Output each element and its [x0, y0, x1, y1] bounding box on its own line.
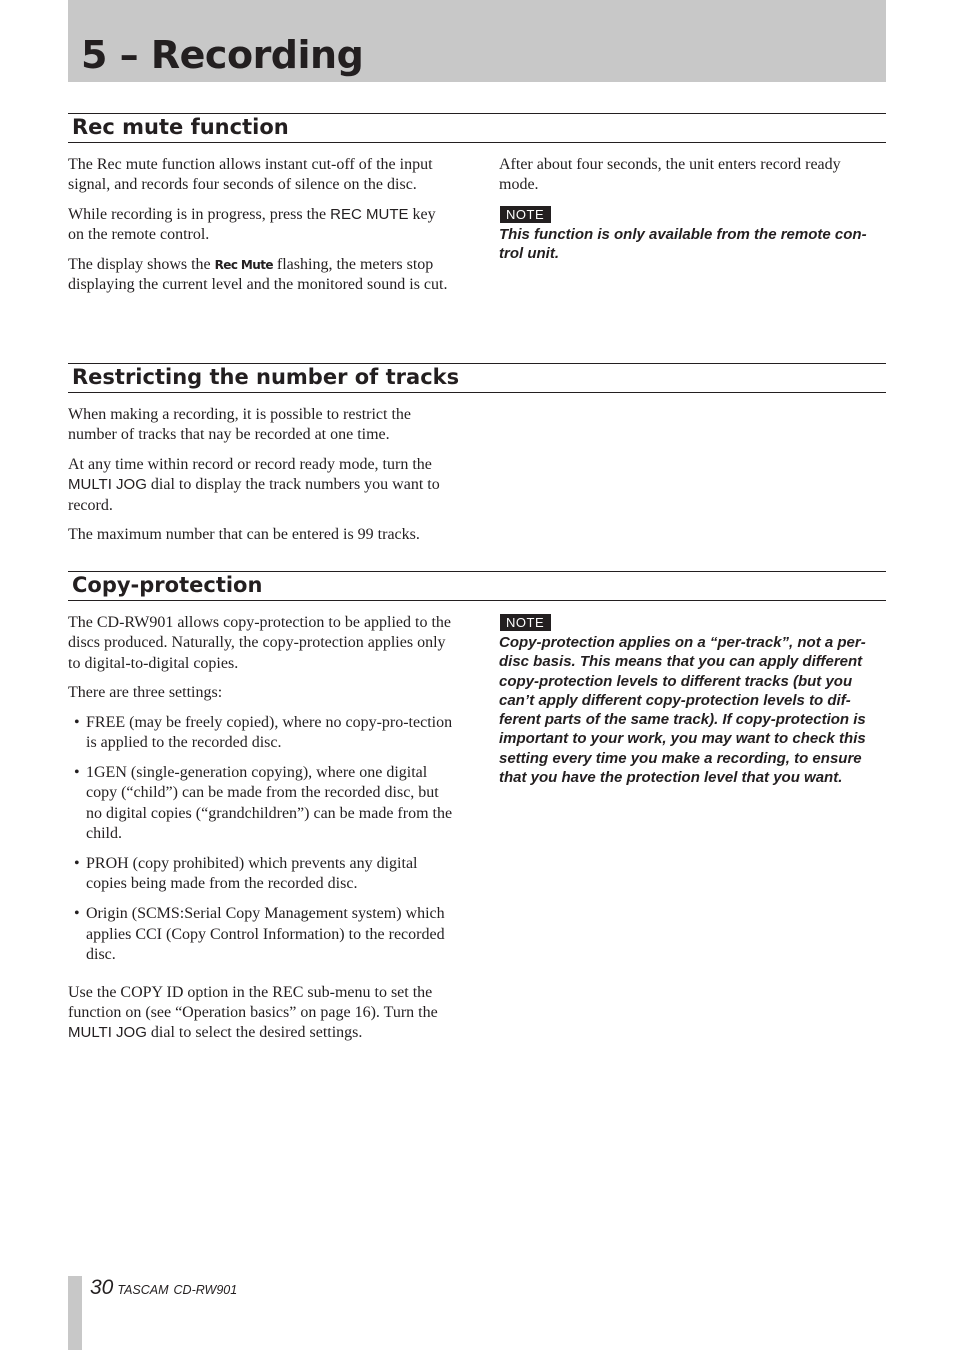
note-badge: NOTE [500, 614, 551, 631]
paragraph: There are three settings: [68, 684, 223, 702]
settings-list [68, 713, 453, 966]
text-run: dial to select the desired settings. [146, 1024, 363, 1042]
list-item: • FREE (may be freely copied), where no copy-pro-tection is applied to the recorded disc. [68, 713, 453, 754]
section-heading-copy-protection [68, 571, 886, 601]
rec-mute-left-column [68, 155, 453, 304]
text-run: Use the COPY ID option in the REC sub-menu to set the function on (see “Operation basics” on page 16). Turn the [68, 983, 438, 1021]
restrict-left-column [68, 405, 453, 554]
text-run: The display shows the [68, 255, 215, 273]
rec-mute-right-column [499, 155, 884, 263]
note-text: Copy-protection applies on a “per-track”, not a per-disc basis. This means that you can apply different copy-protection levels to different tracks (but you can’t apply different copy-protection levels to dif-ferent parts of the same track). If copy-protection is important to your work, you may want to check this setting every time you make a recording, to ensure that you have the protection level that you want. [499, 634, 866, 787]
display-indicator-rec-mute: Rec Mute [214, 257, 273, 272]
paragraph [68, 255, 453, 296]
note-badge: NOTE [500, 206, 551, 223]
chapter-header [68, 0, 886, 82]
paragraph: The maximum number that can be entered is 99 tracks. [68, 526, 420, 544]
model-name: CD-RW901 [173, 1283, 238, 1297]
paragraph: After about four seconds, the unit enters record ready mode. [499, 156, 841, 194]
section-heading-restrict-tracks [68, 363, 886, 393]
text-run: key on the remote control. [68, 205, 436, 244]
text-run: dial to display the track numbers you want to record. [68, 476, 440, 514]
note-text: This function is only available from the remote con-trol unit. [499, 225, 867, 263]
chapter-title: 5 – Recording [81, 33, 364, 77]
page-number: 30 [90, 1276, 114, 1299]
paragraph [68, 983, 453, 1044]
key-label-multi-jog: MULTI JOG [68, 476, 147, 494]
key-label-rec-mute: REC MUTE [330, 205, 409, 223]
list-item: • Origin (SCMS:Serial Copy Management system) which applies CCI (Copy Control Information) to the recorded disc. [68, 904, 453, 965]
paragraph: The CD-RW901 allows copy-protection to be applied to the discs produced. Naturally, the copy-protection applies only to digital-to-digital copies. [68, 614, 452, 672]
section-title: Rec mute function [72, 115, 289, 139]
brand-name: TASCAM [117, 1283, 169, 1297]
section-heading-rec-mute [68, 113, 886, 143]
text-run: While recording is in progress, press the [68, 205, 331, 223]
list-item: • PROH (copy prohibited) which prevents any digital copies being made from the recorded disc. [68, 854, 453, 895]
text-run: flashing, the meters stop displaying the current level and the monitored sound is cut. [68, 255, 448, 294]
list-item: • 1GEN (single-generation copying), where one digital copy (“child”) can be made from the recorded disc, but no digital copies (“grandchildren”) can be made from the child. [68, 763, 453, 845]
copy-left-column [68, 613, 453, 1053]
footer [90, 1276, 237, 1300]
copy-right-column [499, 614, 884, 787]
paragraph [68, 455, 453, 516]
paragraph [68, 205, 453, 246]
text-run: At any time within record or record ready mode, turn the [68, 455, 432, 473]
section-title: Copy-protection [72, 573, 263, 597]
paragraph: The Rec mute function allows instant cut-off of the input signal, and records four seconds of silence on the disc. [68, 156, 433, 194]
paragraph: When making a recording, it is possible to restrict the number of tracks that nay be recorded at one time. [68, 406, 412, 444]
section-title: Restricting the number of tracks [72, 365, 460, 389]
footer-bar [68, 1276, 82, 1350]
key-label-multi-jog: MULTI JOG [68, 1024, 147, 1042]
